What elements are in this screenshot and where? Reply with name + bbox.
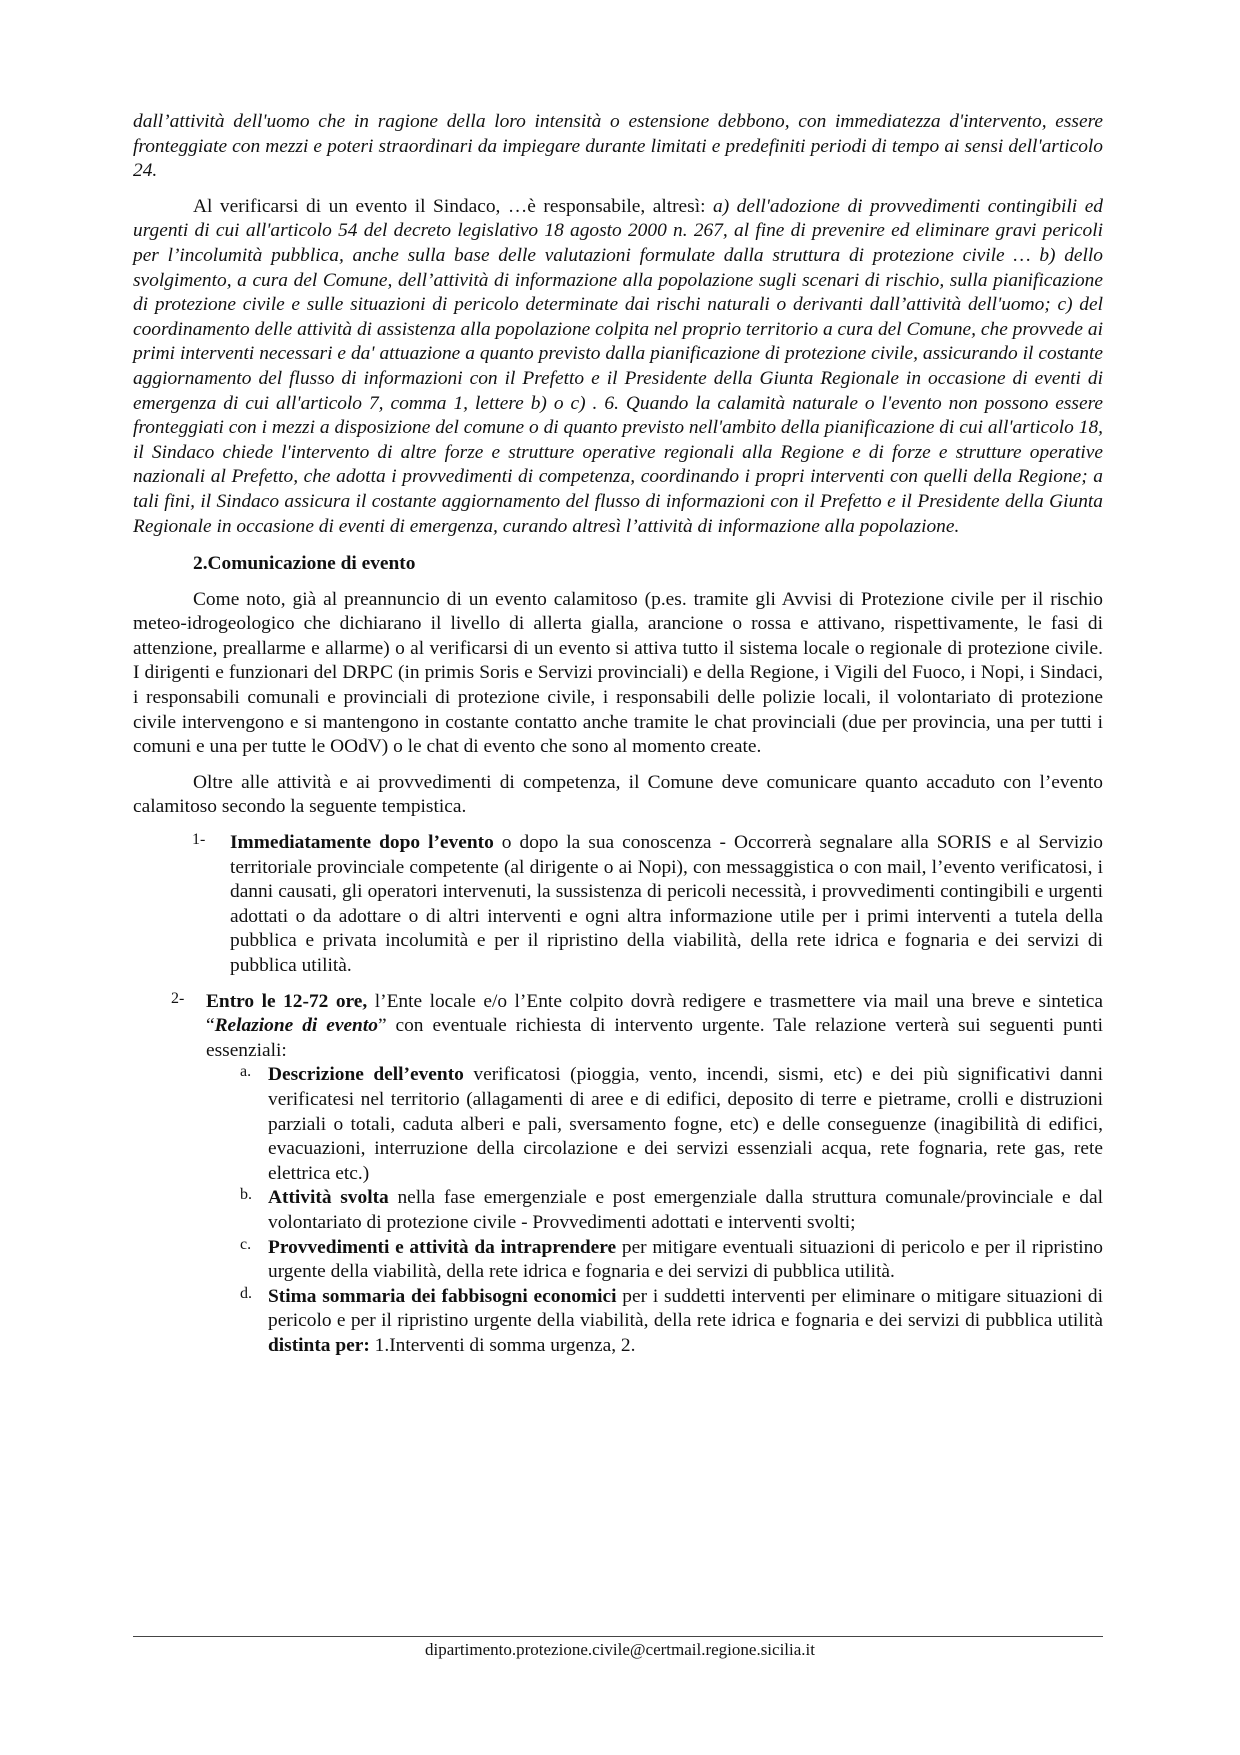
sub-item-letter: a. — [240, 1063, 252, 1081]
sub-item-c-text — [268, 1236, 1103, 1285]
list-item-2-body-a: l’Ente locale e/o l’Ente colpito dovrà redigere e trasmettere via mail una breve e sintetica “ — [206, 990, 1103, 1037]
sub-item-a-bold: Descrizione dell’evento — [268, 1064, 464, 1086]
sub-item-d-body2: 1.Interventi di somma urgenza, 2. — [369, 1334, 636, 1356]
oltre-paragraph: Oltre alle attività e ai provvedimenti di competenza, il Comune deve comunicare quanto accaduto con l’evento calamitoso secondo la seguente tempistica. — [133, 771, 1103, 818]
sub-item-a-body: verificatosi (pioggia, vento, incendi, sismi, etc) e dei più significativi danni verificatesi nel territorio (allagamenti di aree e di edifici, deposito di terre e pietrame, crolli e distruzioni parziali o totali, caduta alberi e pali, sversamento fogne, etc) e delle conseguenze (inagibilità di edifici, evacuazioni, interruzione della circolazione e dei servizi essenziali acqua, rete fognaria, rete gas, rete elettrica etc.) — [268, 1064, 1104, 1184]
sub-item-letter: b. — [240, 1186, 252, 1204]
sub-item-a-text — [268, 1063, 1103, 1186]
sub-item-c — [133, 1236, 1103, 1285]
sub-item-d — [133, 1285, 1103, 1359]
relazione-evento-term: Relazione di evento — [214, 1015, 378, 1037]
sub-item-c-body: per mitigare eventuali situazioni di pericolo e per il ripristino urgente della viabilità, della rete idrica e fognaria e dei servizi di pubblica utilità. — [268, 1236, 1103, 1283]
sub-item-d-body: per i suddetti interventi per eliminare o mitigare situazioni di pericolo e per il ripristino urgente della viabilità, della rete idrica e fognaria e dei servizi di pubblica utilità — [268, 1285, 1103, 1332]
sindaco-italic-text: a) dell'adozione di provvedimenti contingibili ed urgenti di cui all'articolo 54 del decreto legislativo 18 agosto 2000 n. 267, al fine di prevenire ed eliminare gravi pericoli per l’incolumità pubblica, anche sulla base delle valutazioni formulate dalla struttura di protezione civile … b) dello svolgimento, a cura del Comune, dell’attività di informazione alla popolazione sugli scenari di rischio, sulla pianificazione di protezione civile e sulle situazioni di pericolo determinate dai rischi naturali o derivanti dall’attività dell'uomo; c) del coordinamento delle attività di assistenza alla popolazione colpita nel proprio territorio a cura del Comune, che provvede ai primi interventi necessari e da' attuazione a quanto previsto dalla pianificazione di protezione civile, assicurando il costante aggiornamento del flusso di informazioni con il Prefetto e il Presidente della Giunta Regionale in occasione di eventi di emergenza di cui all'articolo 7, comma 1, lettere b) o c) . 6. Quando la calamità naturale o l'evento non possono essere fronteggiati con i mezzi a disposizione del comune o di quanto previsto nell'ambito della pianificazione di cui all'articolo 18, il Sindaco chiede l'intervento di altre forze e strutture operative regionali alla Regione e di forze e strutture operative nazionali al Prefetto, che adotta i provvedimenti di competenza, coordinando i propri interventi con quelli della Regione; a tali fini, il Sindaco assicura il costante aggiornamento del flusso di informazioni con il Prefetto e il Presidente della Giunta Regionale in occasione di eventi di emergenza, curando altresì l’attività di informazione alla popolazione. — [133, 195, 1103, 537]
sub-item-a — [133, 1063, 1103, 1186]
sub-item-letter: c. — [240, 1235, 252, 1253]
list-item-2-body-b: ” con eventuale richiesta di intervento urgente. Tale relazione verterà sui seguenti punti essenziali: — [206, 1015, 1104, 1061]
footer-email: dipartimento.protezione.civile@certmail.regione.sicilia.it — [425, 1640, 815, 1659]
list-item-1-bold: Immediatamente dopo l’evento — [230, 832, 494, 854]
list-item-2-bold: Entro le 12-72 ore, — [206, 990, 368, 1012]
footer-divider — [133, 1636, 1103, 1637]
sub-item-b-body: nella fase emergenziale e post emergenziale dalla struttura comunale/provinciale e dal volontariato di protezione civile - Provvedimenti adottati e interventi svolti; — [268, 1187, 1103, 1233]
sub-item-b-text — [268, 1186, 1103, 1235]
section-heading: 2.Comunicazione di evento — [193, 553, 416, 575]
list-item-1-body: o dopo la sua conoscenza - Occorrerà segnalare alla SORIS e al Servizio territoriale provinciale competente (al dirigente o ai Nopi), con messaggistica o con mail, l’evento verificatosi, i danni causati, gli operatori intervenuti, la sussistenza di pericoli necessità, i provvedimenti contingibili e urgenti adottati o da adottare o di altri interventi e ogni altra informazione utile per i primi interventi a tutela della pubblica e privata incolumità e per il ripristino della viabilità, della rete idrica e fognaria e dei servizi di pubblica utilità. — [230, 832, 1103, 976]
list-number: 1- — [192, 831, 206, 849]
sub-item-d-bold: Stima sommaria dei fabbisogni economici — [268, 1285, 617, 1307]
sub-item-b-bold: Attività svolta — [268, 1187, 389, 1209]
comunicazione-paragraph: Come noto, già al preannuncio di un evento calamitoso (p.es. tramite gli Avvisi di Protezione civile per il rischio meteo-idrogeologico che dichiarano il livello di allerta gialla, arancione o rossa e attivano, rispettivamente, le fasi di attenzione, preallarme e allarme) o al verificarsi di un evento si attiva tutto il sistema locale o regionale di protezione civile. I dirigenti e funzionari del DRPC (in primis Soris e Servizi provinciali) e della Regione, i Vigili del Fuoco, i Nopi, i Sindaci, i responsabili comunali e provinciali di protezione civile, i responsabili delle polizie locali, il volontariato di protezione civile intervengono e si mantengono in costante contatto anche tramite le chat provinciali (due per provincia, una per tutti i comuni e una per tutte le OOdV) o le chat di evento che sono al momento create. — [133, 588, 1103, 758]
sub-item-c-bold: Provvedimenti e attività da intraprendere — [268, 1236, 617, 1258]
list-number: 2- — [171, 989, 185, 1007]
list-item-2 — [133, 990, 1103, 1064]
sindaco-plain-text: Al verificarsi di un evento il Sindaco, …è responsabile, altresì: — [193, 195, 713, 217]
sub-item-d-text — [268, 1285, 1103, 1359]
sub-item-d-bold2: distinta per: — [268, 1334, 370, 1356]
list-item-1-text — [230, 831, 1103, 979]
sindaco-paragraph — [133, 195, 1103, 539]
list-item-1 — [133, 831, 1103, 979]
list-item-2-text — [206, 990, 1103, 1064]
sub-item-letter: d. — [240, 1284, 252, 1302]
sub-item-b — [133, 1186, 1103, 1235]
document-page — [133, 110, 1103, 1359]
intro-paragraph: dall’attività dell'uomo che in ragione della loro intensità o estensione debbono, con immediatezza d'intervento, essere fronteggiate con mezzi e poteri straordinari da impiegare durante limitati e predefiniti periodi di tempo ai sensi dell'articolo 24. — [133, 111, 1103, 182]
